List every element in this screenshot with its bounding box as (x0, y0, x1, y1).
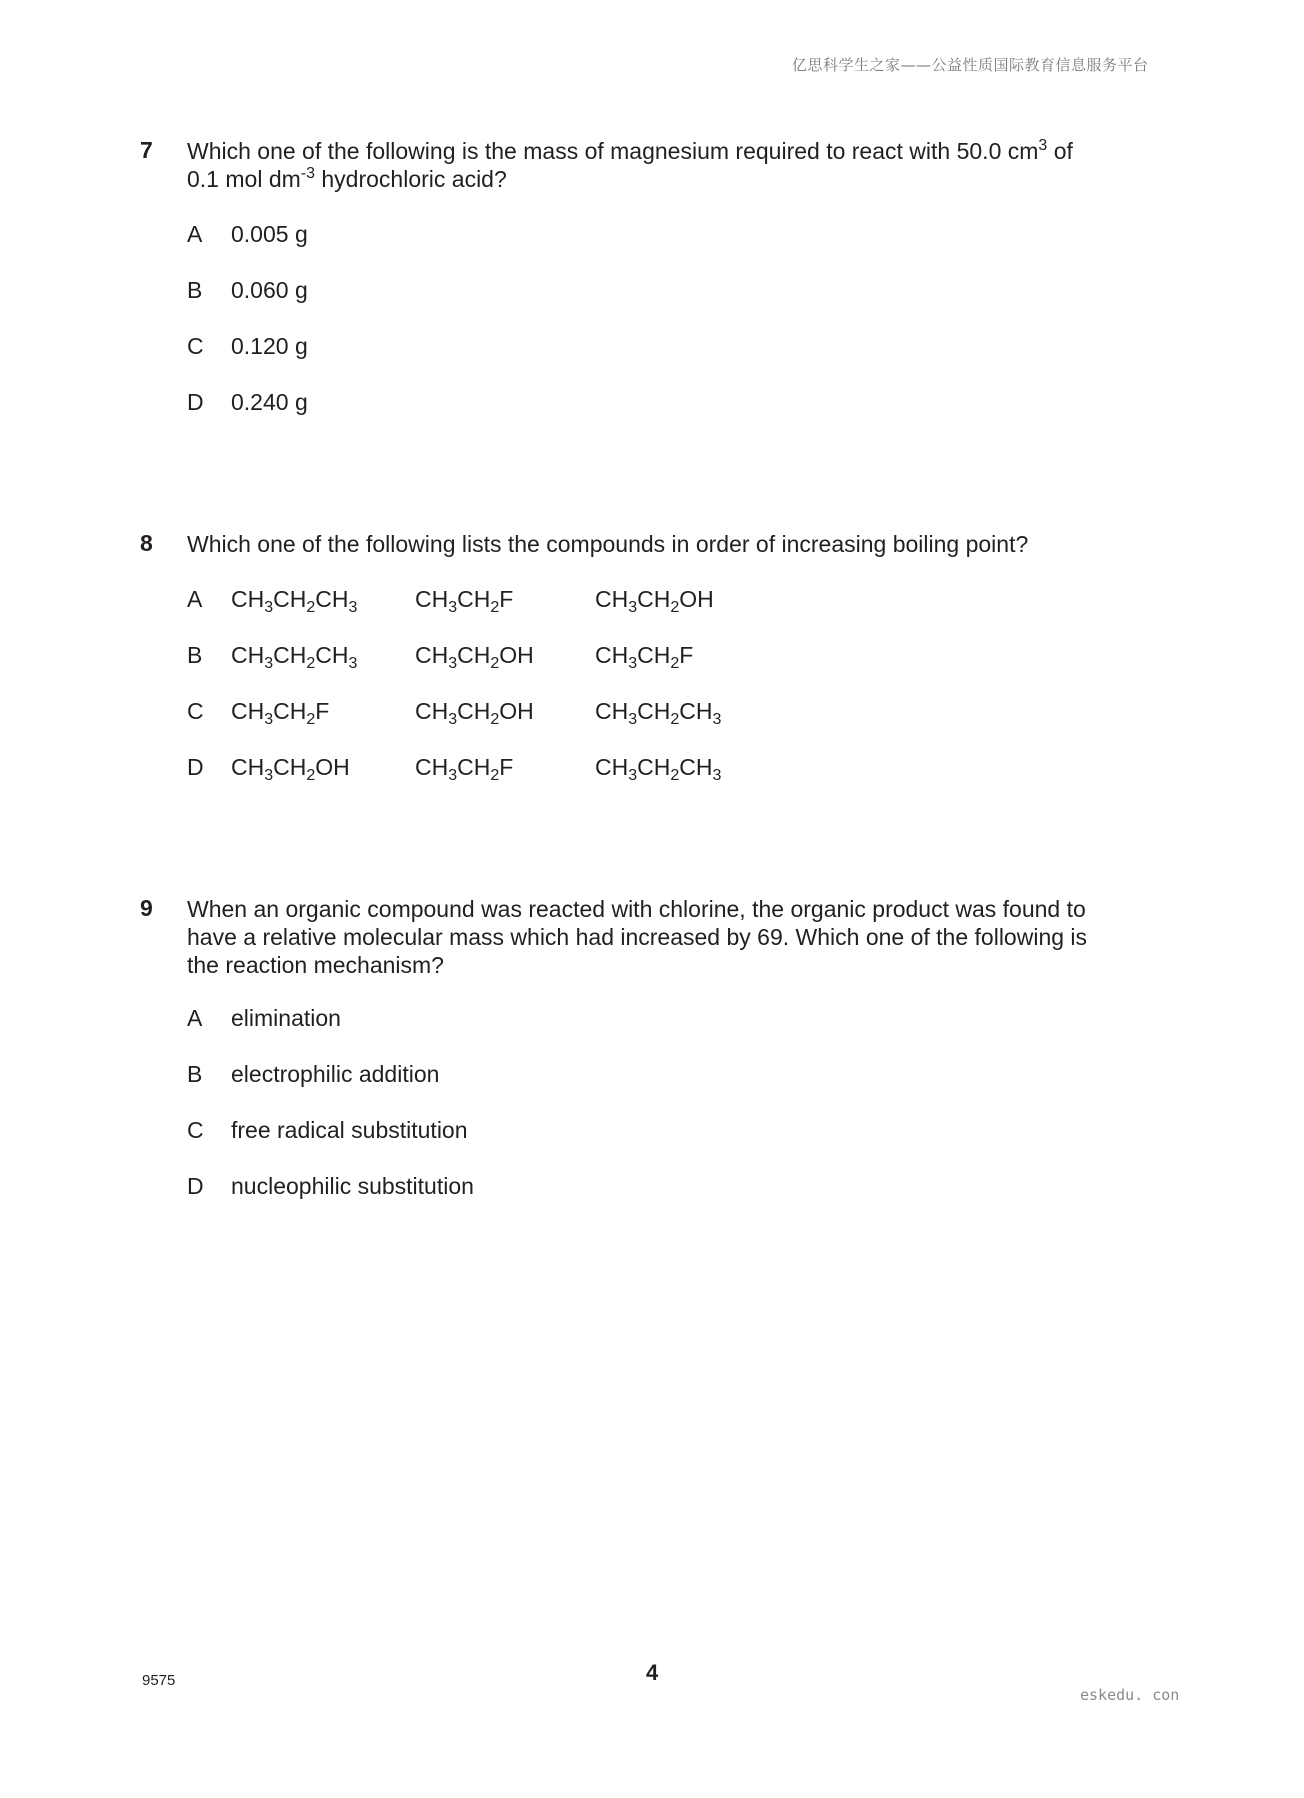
option-b[interactable] (187, 642, 1087, 672)
question-stem: When an organic compound was reacted with chlorine, the organic product was found to have a relative molecular mass which had increased by 69. Which one of the following is the reaction mechanism? (187, 896, 1088, 978)
question-number: 7 (140, 137, 153, 163)
compound-1: $CH_3CH_2CH_3$ (231, 586, 358, 616)
option-letter: A (187, 221, 203, 247)
option-text: elimination (231, 1005, 341, 1031)
option-b[interactable] (187, 1061, 1087, 1091)
option-c[interactable] (187, 333, 1087, 363)
compound-3: $CH_3CH_2OH$ (595, 586, 714, 616)
compound-2: $CH_3CH_2OH$ (415, 642, 534, 672)
option-letter: B (187, 1061, 203, 1087)
option-text: 0.060 g (231, 277, 308, 303)
option-text: electrophilic addition (231, 1061, 440, 1087)
option-letter: D (187, 754, 204, 780)
option-letter: A (187, 1005, 203, 1031)
compound-3: $CH_3CH_2CH_3$ (595, 698, 722, 728)
option-d[interactable] (187, 1173, 1087, 1203)
option-text: 0.120 g (231, 333, 308, 359)
option-text: 0.005 g (231, 221, 308, 247)
question-stem: Which one of the following lists the compounds in order of increasing boiling point? (187, 531, 1029, 557)
option-letter: C (187, 333, 204, 359)
compound-1: $CH_3CH_2OH$ (231, 754, 350, 784)
compound-2: $CH_3CH_2F$ (415, 754, 514, 784)
option-text: nucleophilic substitution (231, 1173, 474, 1199)
compound-1: $CH_3CH_2F$ (231, 698, 330, 728)
footer-site: eskedu. con (1080, 1686, 1180, 1704)
compound-2: $CH_3CH_2OH$ (415, 698, 534, 728)
header-watermark: 亿思科学生之家——公益性质国际教育信息服务平台 (792, 56, 1149, 74)
option-letter: C (187, 698, 204, 724)
option-letter: D (187, 1173, 204, 1199)
option-letter: D (187, 389, 204, 415)
option-letter: B (187, 642, 203, 668)
compound-3: $CH_3CH_2CH_3$ (595, 754, 722, 784)
compound-1: $CH_3CH_2CH_3$ (231, 642, 358, 672)
option-c[interactable] (187, 698, 1087, 728)
question-number: 8 (140, 530, 153, 556)
option-text: 0.240 g (231, 389, 308, 415)
option-a[interactable] (187, 586, 1087, 616)
option-letter: C (187, 1117, 204, 1143)
question-number: 9 (140, 895, 153, 921)
option-letter: B (187, 277, 203, 303)
option-text: free radical substitution (231, 1117, 468, 1143)
compound-2: $CH_3CH_2F$ (415, 586, 514, 616)
option-b[interactable] (187, 277, 1087, 307)
option-a[interactable] (187, 1005, 1087, 1035)
option-letter: A (187, 586, 203, 612)
page-number: 4 (646, 1660, 659, 1685)
paper-code: 9575 (142, 1672, 176, 1689)
option-d[interactable] (187, 389, 1087, 419)
option-a[interactable] (187, 221, 1087, 251)
option-c[interactable] (187, 1117, 1087, 1147)
question-stem: Which one of the following is the mass of magnesium required to react with 50.0 $cm^3$ of 0.1 mol $dm^{-3}$ hydrochloric acid? (187, 137, 1073, 192)
option-d[interactable] (187, 754, 1087, 784)
compound-3: $CH_3CH_2F$ (595, 642, 694, 672)
